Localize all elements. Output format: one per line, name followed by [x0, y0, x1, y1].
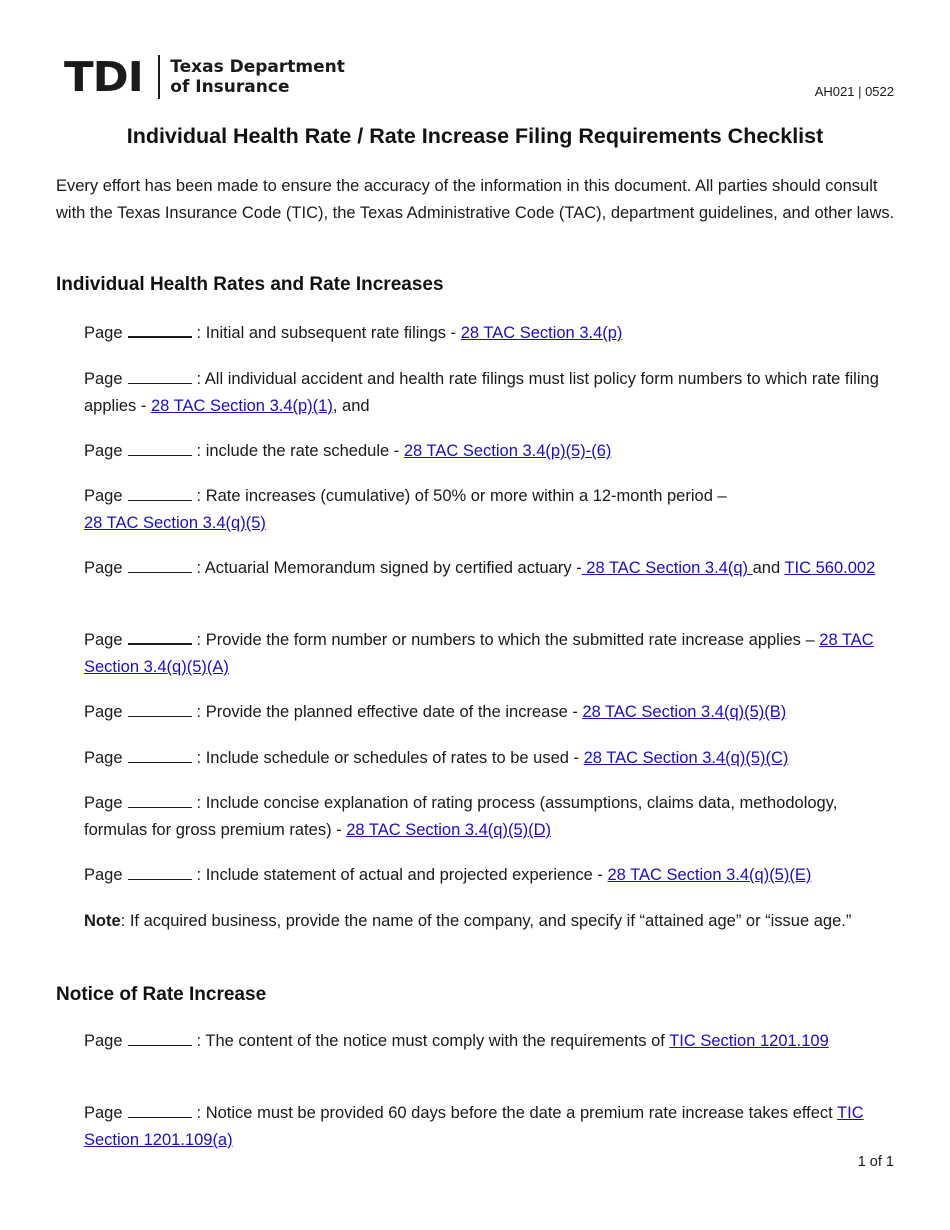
tac-link[interactable]: 28 TAC Section 3.4(p) — [460, 324, 623, 342]
page-blank[interactable] — [128, 748, 192, 763]
checklist-item — [84, 438, 884, 465]
page-blank[interactable] — [128, 793, 192, 808]
page-number: 1 of 1 — [857, 1154, 894, 1170]
item-text: : Include schedule or schedules of rates to be used - — [196, 749, 584, 767]
tdi-logo — [64, 54, 345, 100]
checklist-item — [84, 1100, 884, 1154]
checklist-item — [84, 366, 884, 420]
form-id: AH021 | 0522 — [814, 84, 894, 99]
page-label: Page — [84, 749, 123, 767]
tac-link[interactable]: 28 TAC Section 3.4(q)(5)(B) — [582, 703, 787, 721]
page-label: Page — [84, 324, 123, 342]
tac-link[interactable]: 28 TAC Section 3.4(q)(5) — [84, 514, 266, 532]
item-text-mid: and — [752, 559, 785, 577]
page-blank[interactable] — [128, 629, 192, 645]
checklist-item — [84, 627, 884, 681]
item-text: : All individual accident and health rate filings must list policy form numbers to which rate filing applies - — [84, 370, 879, 415]
logo-org-line2: of Insurance — [170, 77, 290, 97]
page-label: Page — [84, 631, 123, 649]
item-text: : Notice must be provided 60 days before the date a premium rate increase takes effect — [196, 1104, 838, 1122]
checklist-item — [84, 862, 884, 889]
item-text: : Provide the form number or numbers to which the submitted rate increase applies – — [196, 631, 820, 649]
tac-link[interactable]: 28 TAC Section 3.4(q)(5)(E) — [607, 866, 812, 884]
page-blank[interactable] — [128, 369, 192, 384]
item-text-after: , and — [332, 397, 370, 415]
page-label: Page — [84, 370, 123, 388]
page-blank[interactable] — [128, 486, 192, 501]
item-text: : Actuarial Memorandum signed by certified actuary - — [196, 559, 582, 577]
item-text: : Initial and subsequent rate filings - — [196, 324, 461, 342]
item-text: : Provide the planned effective date of the increase - — [196, 703, 583, 721]
tac-link[interactable]: 28 TAC Section 3.4(p)(5)-(6) — [403, 442, 612, 460]
tic-link[interactable]: TIC Section 1201.109(a) — [84, 1104, 864, 1149]
logo-org-line1: Texas Department — [170, 57, 345, 77]
page-label: Page — [84, 1104, 123, 1122]
document-title: Individual Health Rate / Rate Increase Filing Requirements Checklist — [126, 124, 824, 148]
tac-link[interactable]: 28 TAC Section 3.4(q)(5)(A) — [84, 631, 874, 676]
tac-link[interactable]: 28 TAC Section 3.4(q)(5)(C) — [583, 749, 789, 767]
page-blank[interactable] — [128, 1103, 192, 1118]
note-text: : If acquired business, provide the name of the company, and specify if “attained age” or “issue age.” — [120, 912, 852, 930]
tac-link[interactable]: 28 TAC Section 3.4(q)(5)(D) — [346, 821, 552, 839]
item-text: : Include statement of actual and projected experience - — [196, 866, 608, 884]
tic-link[interactable]: TIC Section 1201.109 — [669, 1032, 829, 1050]
logo-mark: TDI — [64, 52, 143, 101]
page-blank[interactable] — [128, 702, 192, 717]
tac-link[interactable]: 28 TAC Section 3.4(q) — [581, 559, 753, 577]
page-label: Page — [84, 442, 123, 460]
page-blank[interactable] — [128, 1031, 192, 1046]
page-label: Page — [84, 794, 123, 812]
tac-link[interactable]: 28 TAC Section 3.4(p)(1) — [150, 397, 333, 415]
page-label: Page — [84, 487, 123, 505]
checklist-item — [84, 555, 884, 582]
item-text: : Rate increases (cumulative) of 50% or more within a 12-month period – — [196, 487, 727, 505]
logo-divider — [158, 55, 160, 99]
page-label: Page — [84, 559, 123, 577]
page-blank[interactable] — [128, 558, 192, 573]
checklist-item — [84, 699, 884, 726]
checklist-item — [84, 483, 884, 537]
item-text: : The content of the notice must comply with the requirements of — [196, 1032, 670, 1050]
intro-paragraph: Every effort has been made to ensure the accuracy of the information in this document. All parties should consult with the Texas Insurance Code (TIC), the Texas Administrative Code (TAC), department guidelines, and other laws. — [56, 177, 895, 222]
note — [84, 908, 884, 935]
item-text: : include the rate schedule - — [196, 442, 404, 460]
item-text: : Include concise explanation of rating process (assumptions, claims data, methodology, formulas for gross premium rates) - — [84, 794, 838, 839]
page-label: Page — [84, 1032, 123, 1050]
checklist-item — [84, 745, 884, 772]
page-blank[interactable] — [128, 865, 192, 880]
section-heading-notice: Notice of Rate Increase — [56, 984, 267, 1005]
checklist-item — [84, 1028, 884, 1055]
checklist-item — [84, 320, 884, 347]
note-label: Note — [84, 912, 121, 930]
tic-link[interactable]: TIC 560.002 — [784, 559, 876, 577]
page-label: Page — [84, 703, 123, 721]
page-blank[interactable] — [128, 441, 192, 456]
section-heading-rates: Individual Health Rates and Rate Increases — [56, 274, 444, 295]
page-blank[interactable] — [128, 322, 192, 338]
page-label: Page — [84, 866, 123, 884]
checklist-item — [84, 790, 884, 844]
logo-org-name — [170, 57, 345, 97]
